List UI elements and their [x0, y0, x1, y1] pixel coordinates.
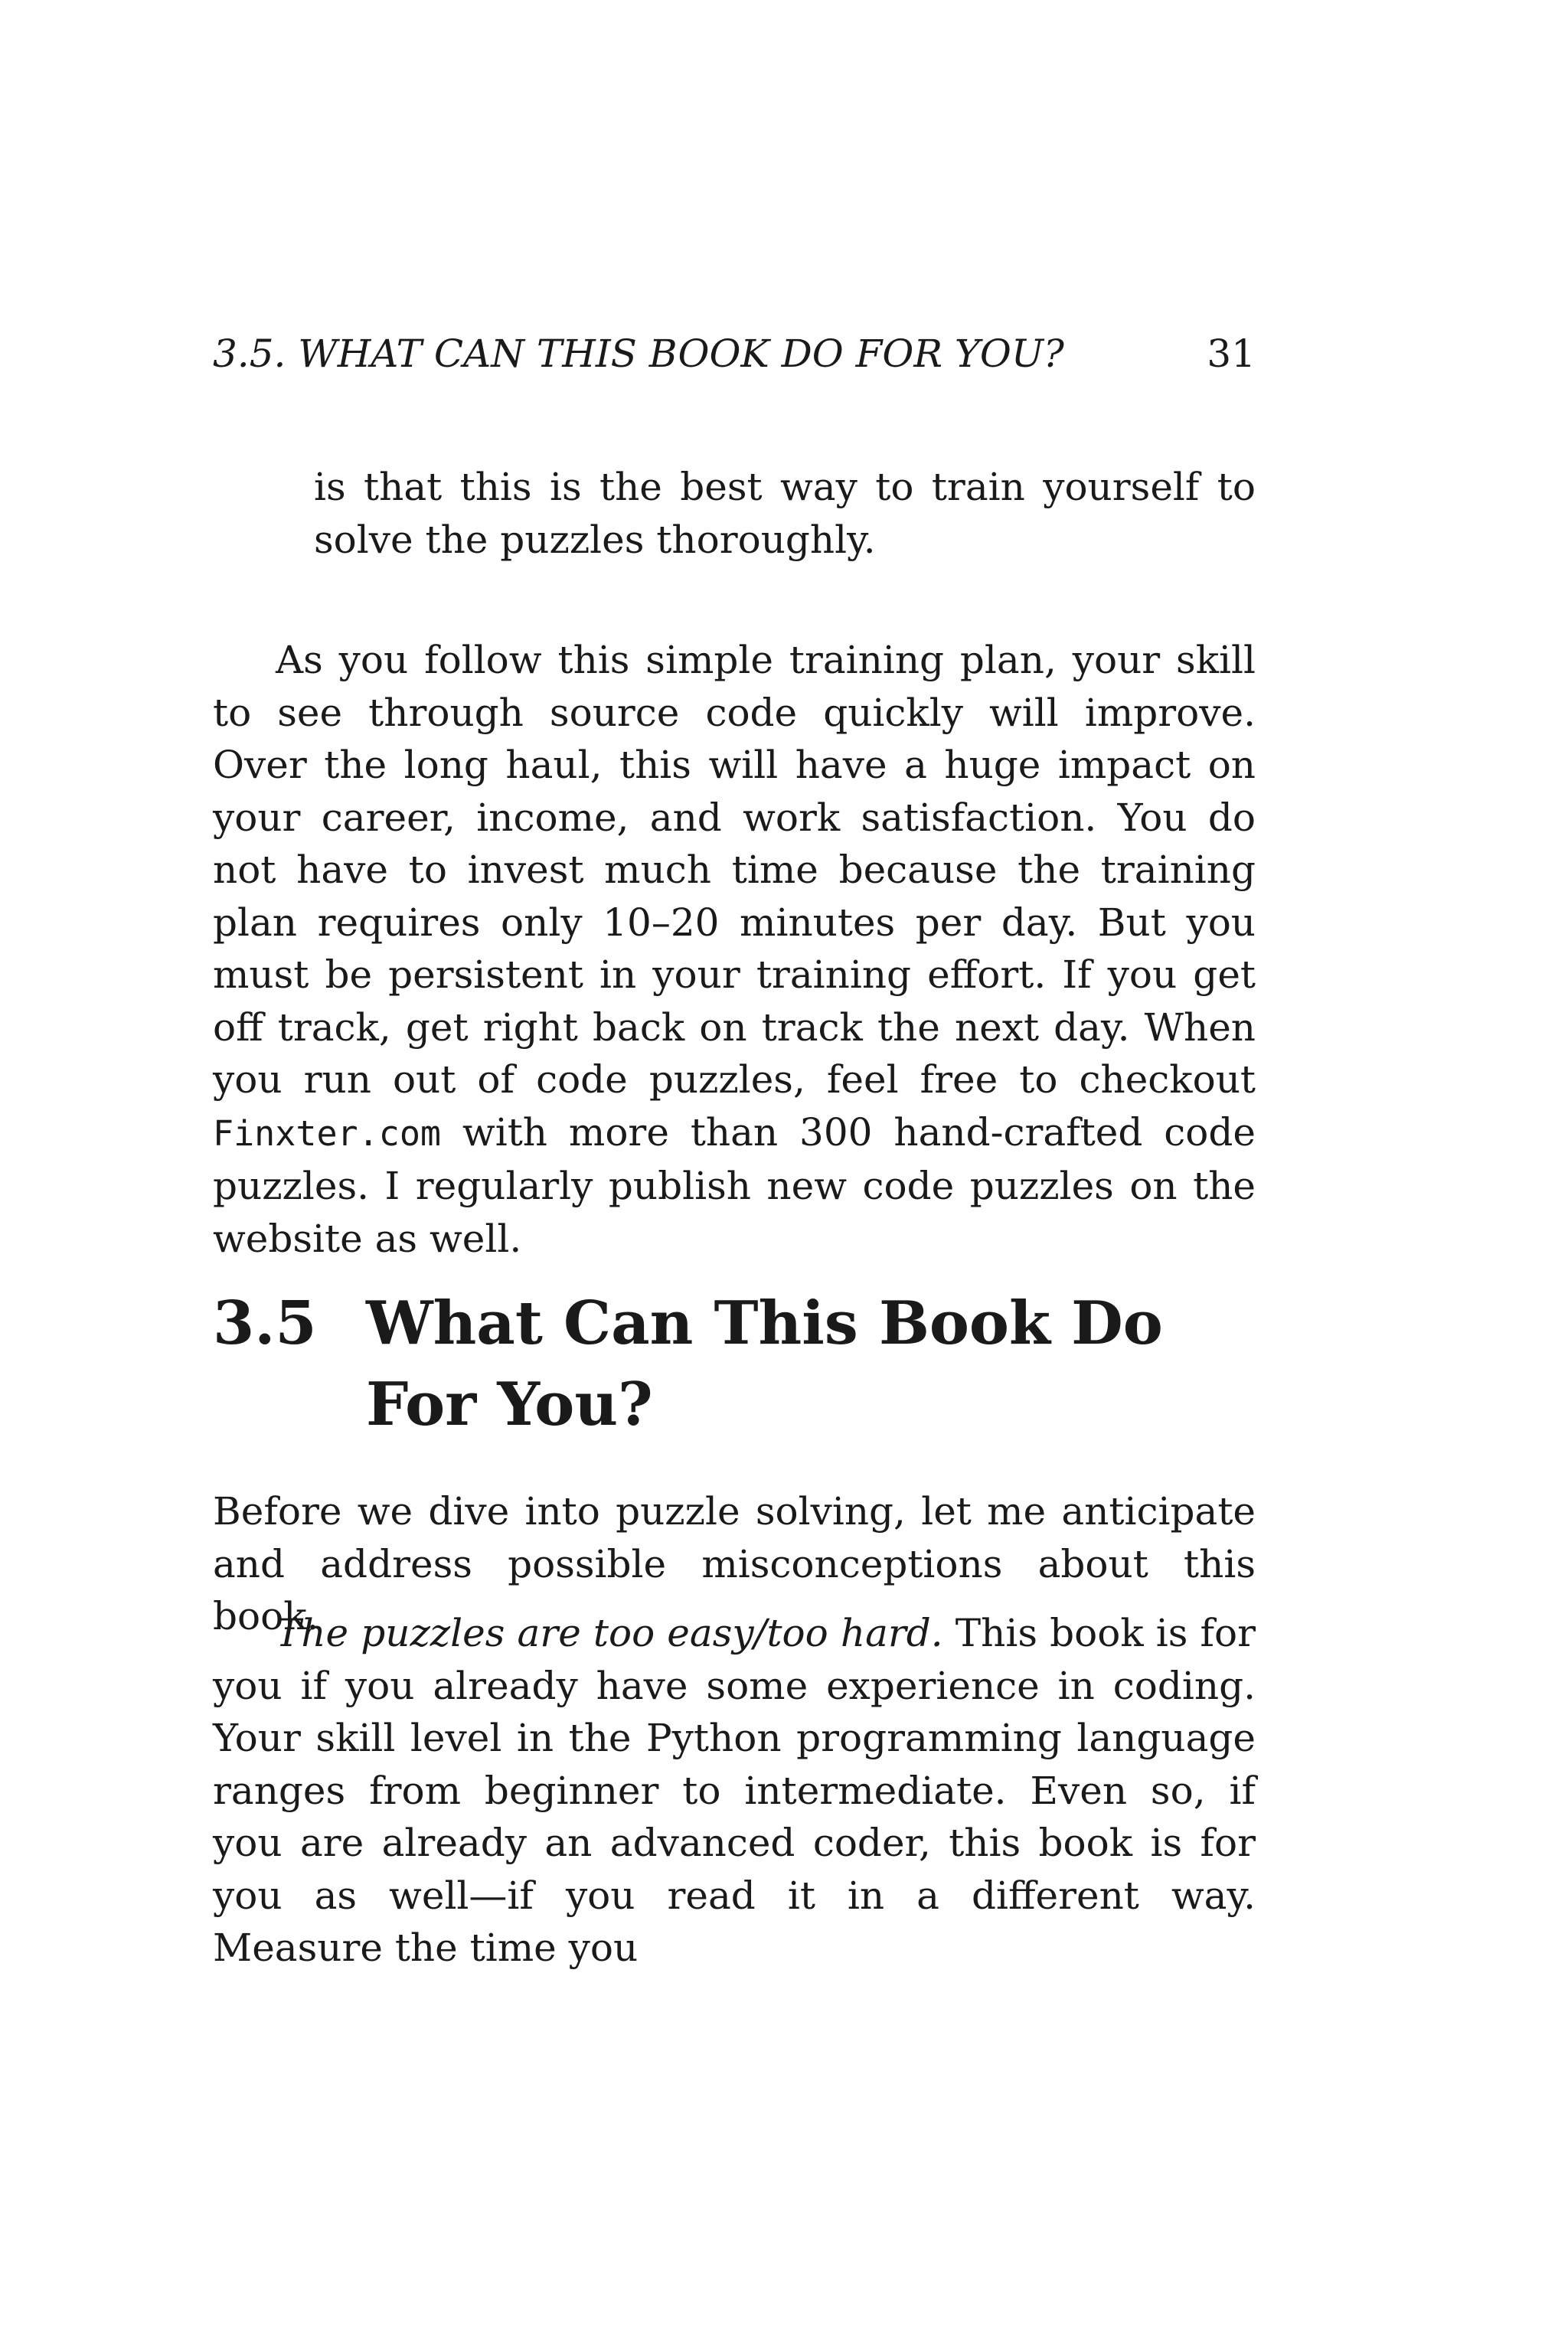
- paragraph-text: This book is for you if you already have some experience in coding. Your skill level in the Python programming language ranges from beginner to intermediate. Even so, if you are already an advanced coder, this book is for you as well—if you read it in a different way. Measure the time you: [213, 1611, 1256, 1970]
- page-number: 31: [1207, 332, 1256, 376]
- paragraph-text: As you follow this simple training plan, your skill to see through source code quickly will improve. Over the long haul, this will have a huge impact on your career, income, and work satisfaction. You do not have to invest much time because the training plan requires only 10–20 minutes per day. But you must be persistent in your training effort. If you get off track, get right back on track the next day. When you run out of code puzzles, feel free to checkout: [213, 638, 1256, 1102]
- running-head-title: 3.5. WHAT CAN THIS BOOK DO FOR YOU?: [213, 332, 1064, 376]
- paragraph-lead-italic: The puzzles are too easy/too hard.: [276, 1611, 943, 1655]
- finxter-link-text: Finxter.com: [213, 1112, 442, 1154]
- paragraph-text: with more than 300 hand-crafted code puzzles. I regularly publish new code puzzles on the website as well.: [213, 1109, 1256, 1261]
- running-head: [213, 328, 1256, 380]
- paragraph-training-plan: [213, 634, 1256, 1265]
- section-title: What Can This Book Do For You?: [366, 1289, 1163, 1439]
- list-item-continuation: is that this is the best way to train yourself to solve the puzzles thoroughly.: [314, 465, 1256, 562]
- paragraph-puzzle-difficulty: [213, 1607, 1256, 1975]
- section-number: 3.5: [213, 1289, 317, 1358]
- section-heading: [213, 1283, 1256, 1446]
- paragraph-misconceptions-intro: Before we dive into puzzle solving, let me anticipate and address possible misconceptions about this book.: [213, 1489, 1256, 1638]
